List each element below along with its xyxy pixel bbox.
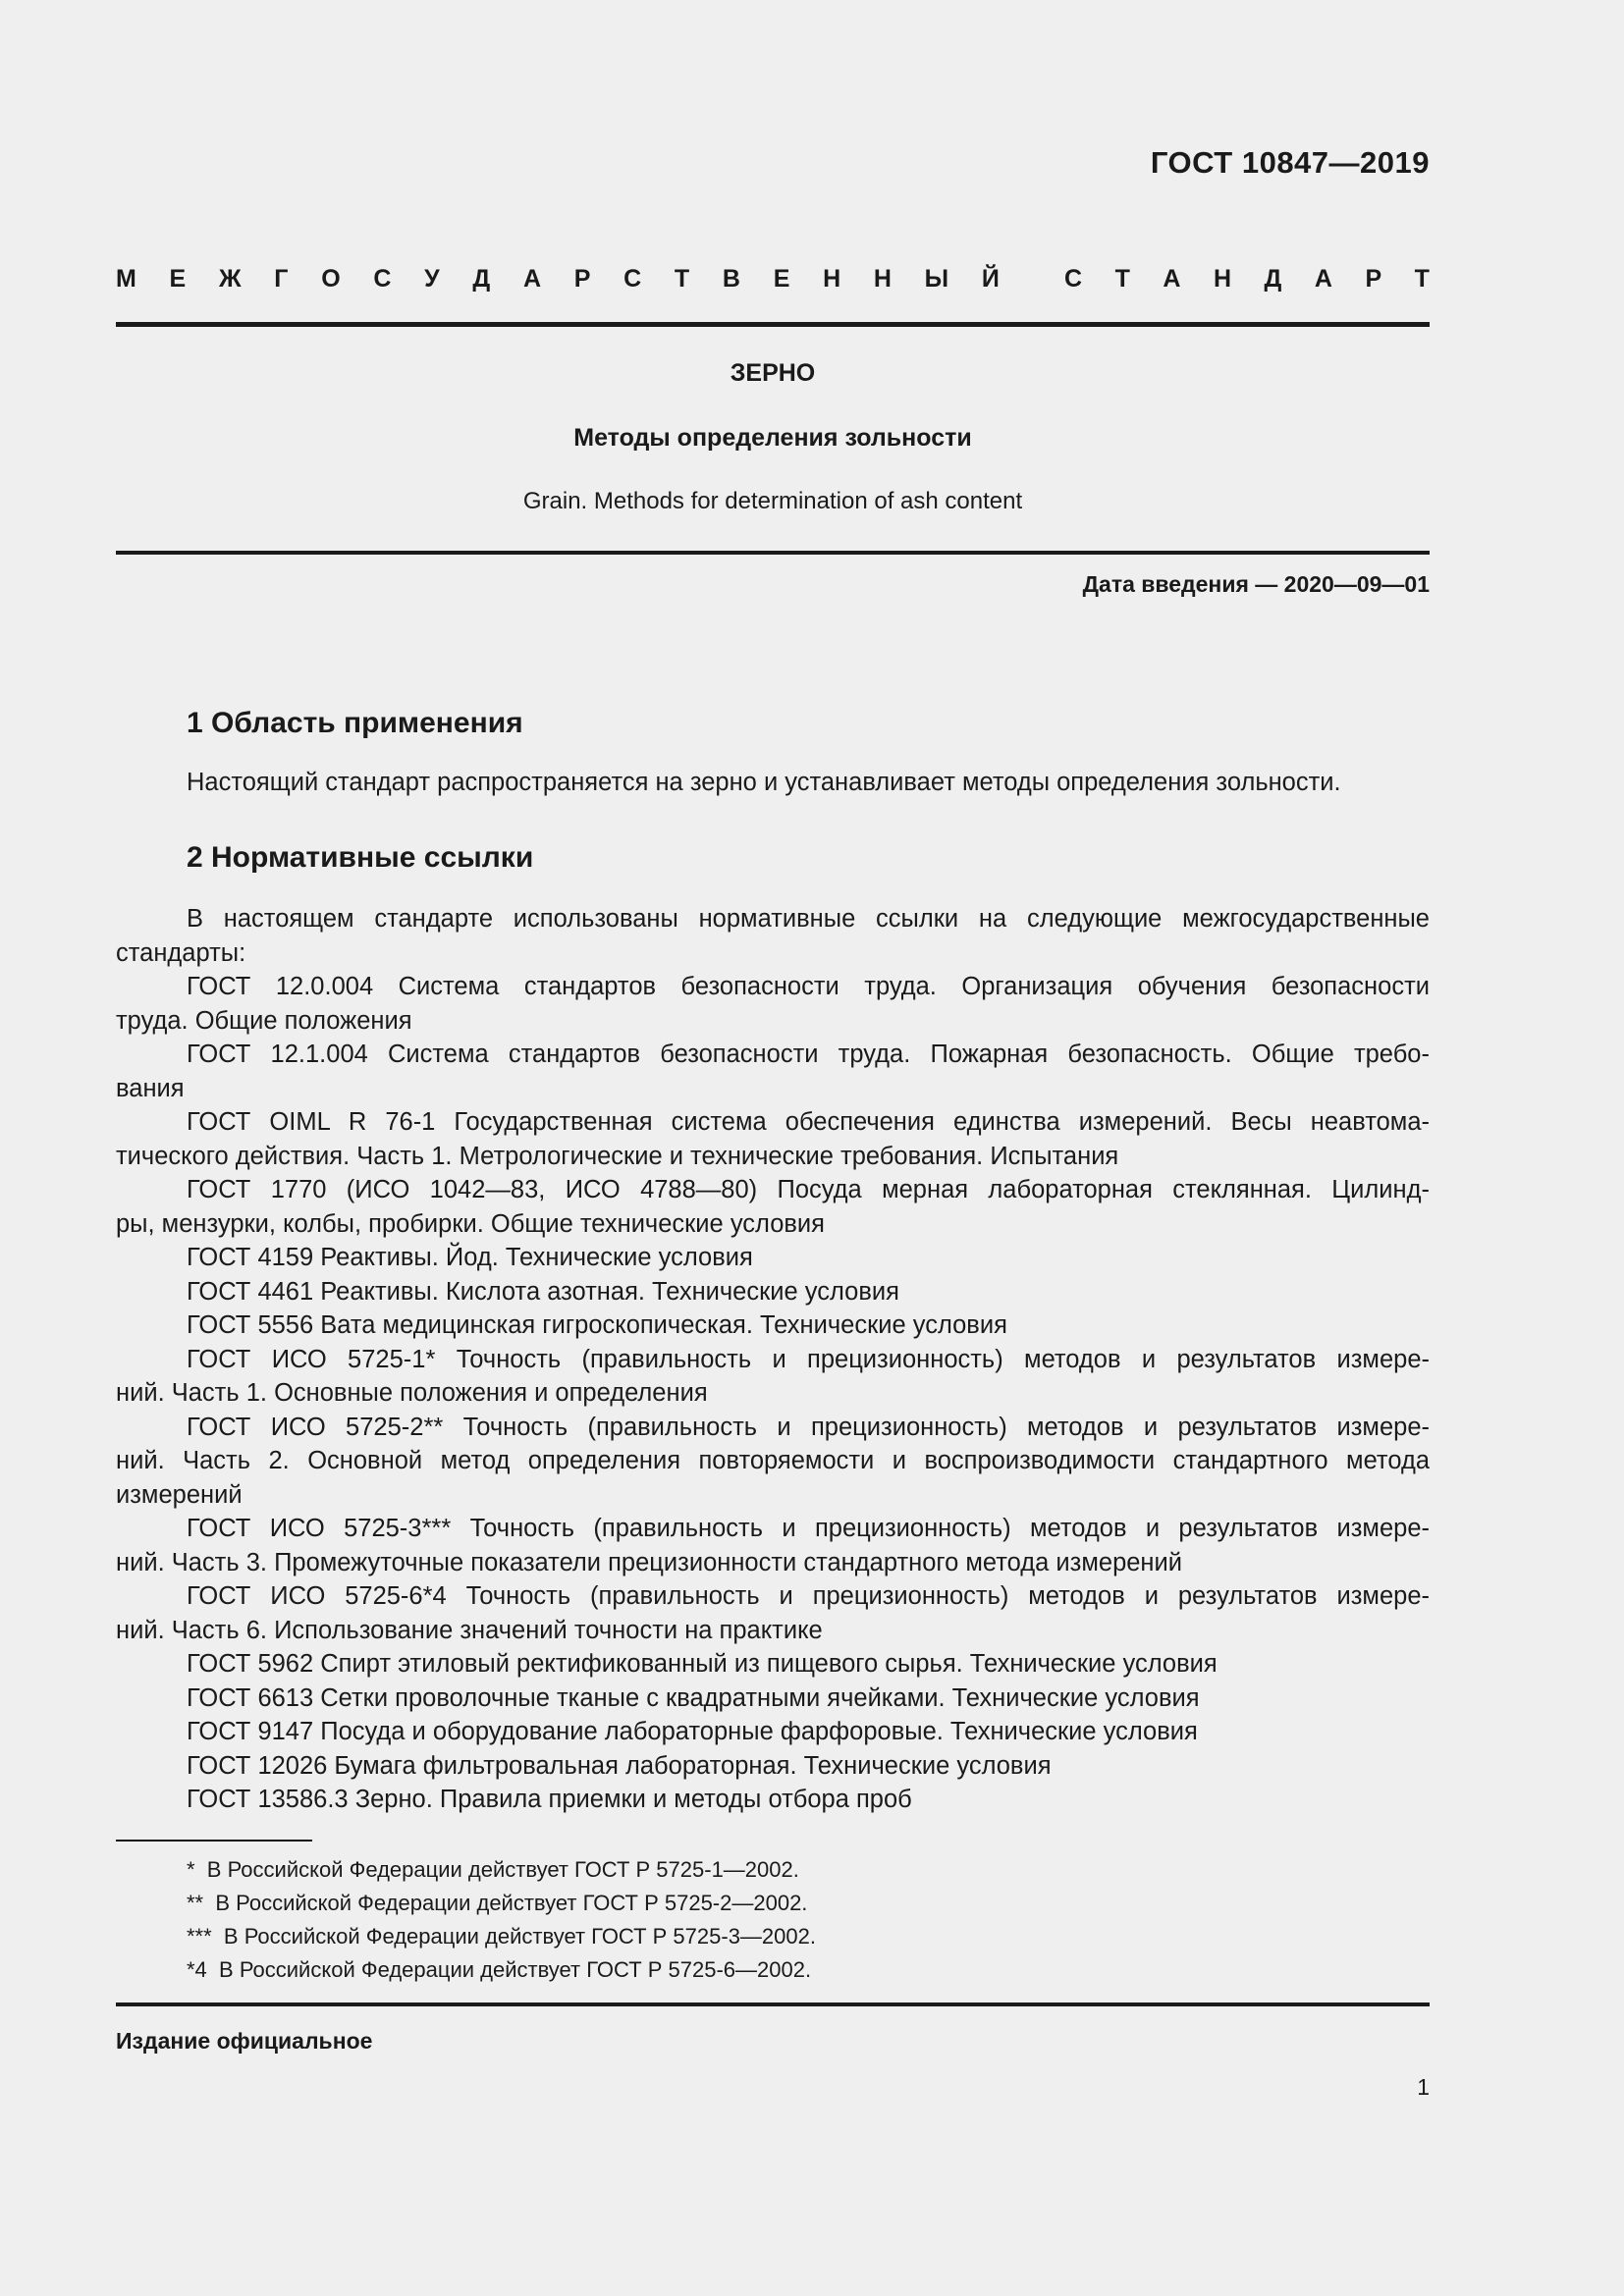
- reference-line: ГОСТ 12.0.004 Система стандартов безопасности труда. Организация обучения безопасности: [187, 973, 1430, 1000]
- reference-line: измерений: [116, 1480, 243, 1509]
- english-title: Grain. Methods for determination of ash content: [522, 488, 1023, 514]
- reference-line: труда. Общие положения: [116, 1006, 412, 1035]
- reference-line: ний. Часть 1. Основные положения и определения: [116, 1379, 708, 1407]
- footnote-item: [187, 1887, 816, 1920]
- document-page: [116, 0, 1430, 2296]
- document-number: ГОСТ 10847—2019: [1150, 145, 1430, 180]
- footnote-text: В Российской Федерации действует ГОСТ Р 5725-2—2002.: [215, 1891, 808, 1915]
- header-rule-top: [116, 322, 1430, 327]
- document-title: ЗЕРНО: [730, 359, 816, 387]
- footnote-text: В Российской Федерации действует ГОСТ Р 5725-3—2002.: [223, 1924, 816, 1949]
- footnote-mark: **: [187, 1891, 204, 1915]
- standard-type-banner: [116, 265, 1430, 294]
- reference-line: ГОСТ 12.1.004 Система стандартов безопасности труда. Пожарная безопасность. Общие требо-: [187, 1041, 1430, 1068]
- section-1-body: [116, 766, 1430, 800]
- footnote-separator: [116, 1840, 312, 1842]
- footnote-mark: *: [187, 1857, 195, 1882]
- footnote-item: [187, 1853, 816, 1887]
- reference-line: стандарты:: [116, 938, 246, 967]
- reference-line: ры, мензурки, колбы, пробирки. Общие технические условия: [116, 1209, 825, 1238]
- header-rule-bottom: [116, 551, 1430, 555]
- reference-line: ГОСТ 1770 (ИСО 1042—83, ИСО 4788—80) Посуда мерная лабораторная стеклянная. Цилинд-: [187, 1176, 1430, 1203]
- paragraph-line: Настоящий стандарт распространяется на зерно и устанавливает методы определения зольности.: [187, 769, 1341, 796]
- document-subtitle: Методы определения зольности: [573, 424, 972, 452]
- reference-line: В настоящем стандарте использованы нормативные ссылки на следующие межгосударственные: [187, 905, 1430, 933]
- reference-line: ГОСТ ИСО 5725-3*** Точность (правильность и прецизионность) методов и результатов измере-: [187, 1515, 1430, 1542]
- footnote-mark: ***: [187, 1924, 212, 1949]
- footnote-item: [187, 1953, 816, 1987]
- footnotes: [187, 1853, 816, 1987]
- reference-line: ГОСТ ИСО 5725-2** Точность (правильность и прецизионность) методов и результатов измере-: [187, 1413, 1430, 1441]
- reference-line: ГОСТ 6613 Сетки проволочные тканые с квадратными ячейками. Технические условия: [187, 1683, 1200, 1712]
- footnote-text: В Российской Федерации действует ГОСТ Р 5725-1—2002.: [206, 1857, 799, 1882]
- reference-line: ГОСТ ИСО 5725-1* Точность (правильность и прецизионность) методов и результатов измере-: [187, 1345, 1430, 1373]
- section-2-heading: 2 Нормативные ссылки: [187, 841, 534, 874]
- banner-word-interstate: М Е Ж Г О С У Д А Р С Т В Е Н Н Ы Й: [116, 265, 1000, 293]
- reference-line: вания: [116, 1074, 185, 1102]
- reference-line: ГОСТ 9147 Посуда и оборудование лабораторные фарфоровые. Технические условия: [187, 1718, 1198, 1745]
- page-number: 1: [1417, 2074, 1430, 2100]
- reference-line: ГОСТ OIML R 76-1 Государственная система обеспечения единства измерений. Весы неавтома-: [187, 1108, 1430, 1136]
- reference-line: ний. Часть 6. Использование значений точности на практике: [116, 1616, 823, 1644]
- introduction-date: Дата введения — 2020—09—01: [1082, 571, 1430, 597]
- banner-word-standard: С Т А Н Д А Р Т: [1064, 265, 1430, 293]
- section-2-body: [116, 902, 1430, 1817]
- footer-rule: [116, 2002, 1430, 2006]
- reference-line: ний. Часть 3. Промежуточные показатели прецизионности стандартного метода измерений: [116, 1548, 1183, 1576]
- reference-line: ГОСТ 5962 Спирт этиловый ректификованный из пищевого сырья. Технические условия: [187, 1650, 1218, 1678]
- footnote-item: [187, 1920, 816, 1953]
- reference-line: тического действия. Часть 1. Метрологические и технические требования. Испытания: [116, 1142, 1119, 1170]
- footnote-text: В Российской Федерации действует ГОСТ Р 5725-6—2002.: [219, 1957, 812, 1982]
- reference-line: ГОСТ 4461 Реактивы. Кислота азотная. Технические условия: [187, 1277, 899, 1306]
- official-edition-label: Издание официальное: [116, 2028, 373, 2054]
- reference-line: ГОСТ ИСО 5725-6*4 Точность (правильность и прецизионность) методов и результатов измере-: [187, 1582, 1430, 1610]
- reference-line: ГОСТ 13586.3 Зерно. Правила приемки и методы отбора проб: [187, 1786, 912, 1813]
- section-1-heading: 1 Область применения: [187, 707, 523, 739]
- reference-line: ний. Часть 2. Основной метод определения повторяемости и воспроизводимости стандартного метода: [116, 1447, 1430, 1474]
- reference-line: ГОСТ 12026 Бумага фильтровальная лабораторная. Технические условия: [187, 1751, 1052, 1780]
- reference-line: ГОСТ 4159 Реактивы. Йод. Технические условия: [187, 1244, 753, 1271]
- reference-line: ГОСТ 5556 Вата медицинская гигроскопическая. Технические условия: [187, 1311, 1007, 1339]
- footnote-mark: *4: [187, 1957, 207, 1982]
